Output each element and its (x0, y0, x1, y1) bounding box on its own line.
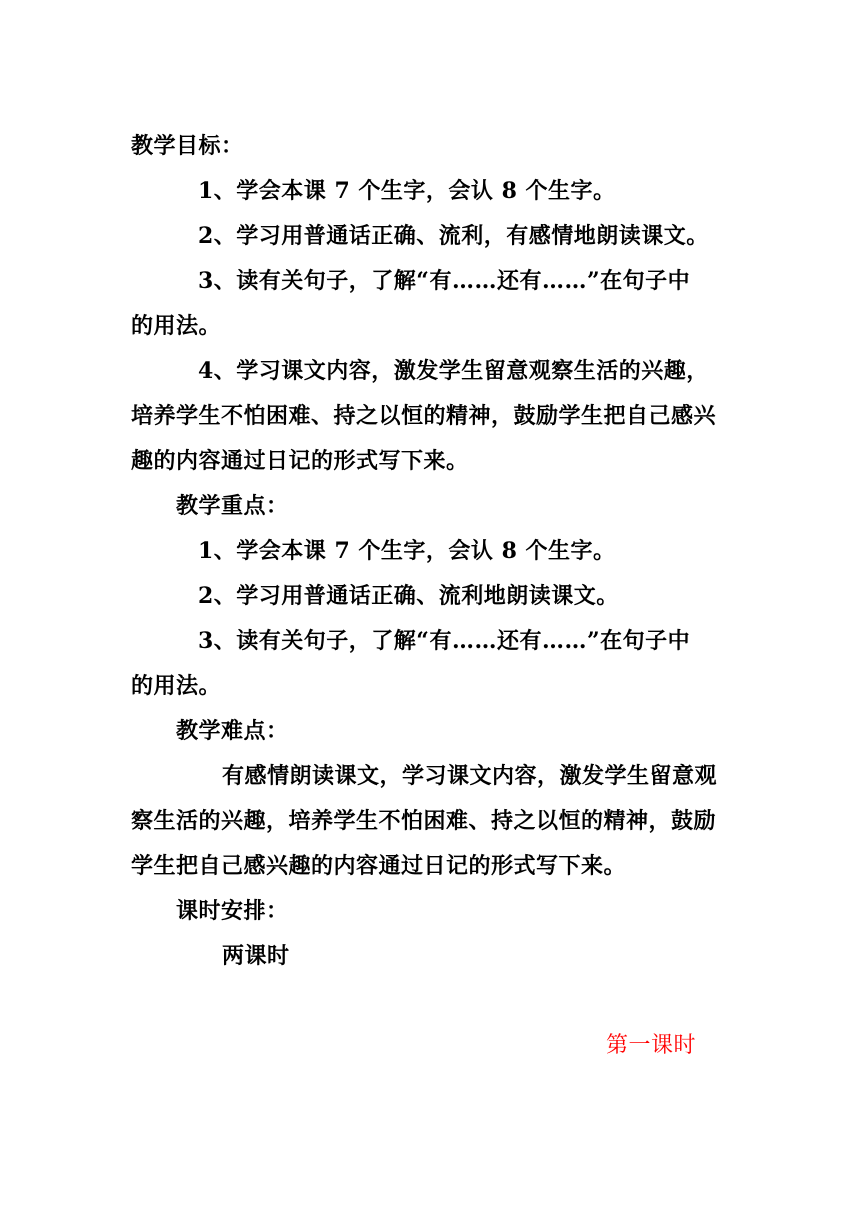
schedule-value: 两课时 (222, 943, 290, 969)
key-points-item-2: 2、学习用普通话正确、流利地朗读课文。 (198, 583, 619, 609)
objectives-item-3-line-1: 3、读有关句子，了解“有……还有……”在句子中 (198, 268, 691, 294)
objectives-item-1: 1、学会本课 7 个生字，会认 8 个生字。 (198, 178, 616, 204)
key-points-item-1: 1、学会本课 7 个生字，会认 8 个生字。 (198, 538, 616, 564)
objectives-item-4-line-2: 培养学生不怕困难、持之以恒的精神，鼓励学生把自己感兴 (131, 403, 717, 429)
objectives-item-2: 2、学习用普通话正确、流利，有感情地朗读课文。 (198, 223, 709, 249)
difficulties-line-2: 察生活的兴趣，培养学生不怕困难、持之以恒的精神，鼓励 (131, 808, 717, 834)
objectives-heading: 教学目标： (131, 133, 244, 159)
objectives-item-4-line-3: 趣的内容通过日记的形式写下来。 (131, 448, 469, 474)
lesson-label: 第一课时 (606, 1033, 697, 1058)
key-points-item-3-line-2: 的用法。 (131, 673, 222, 699)
objectives-item-4-line-1: 4、学习课文内容，激发学生留意观察生活的兴趣， (198, 358, 709, 384)
difficulties-line-3: 学生把自己感兴趣的内容通过日记的形式写下来。 (131, 853, 627, 879)
key-points-heading: 教学重点： (176, 493, 289, 519)
key-points-item-3-line-1: 3、读有关句子，了解“有……还有……”在句子中 (198, 628, 691, 654)
difficulties-heading: 教学难点： (176, 718, 289, 744)
objectives-item-3-line-2: 的用法。 (131, 313, 222, 339)
difficulties-line-1: 有感情朗读课文，学习课文内容，激发学生留意观 (222, 763, 718, 789)
schedule-heading: 课时安排： (176, 898, 289, 924)
